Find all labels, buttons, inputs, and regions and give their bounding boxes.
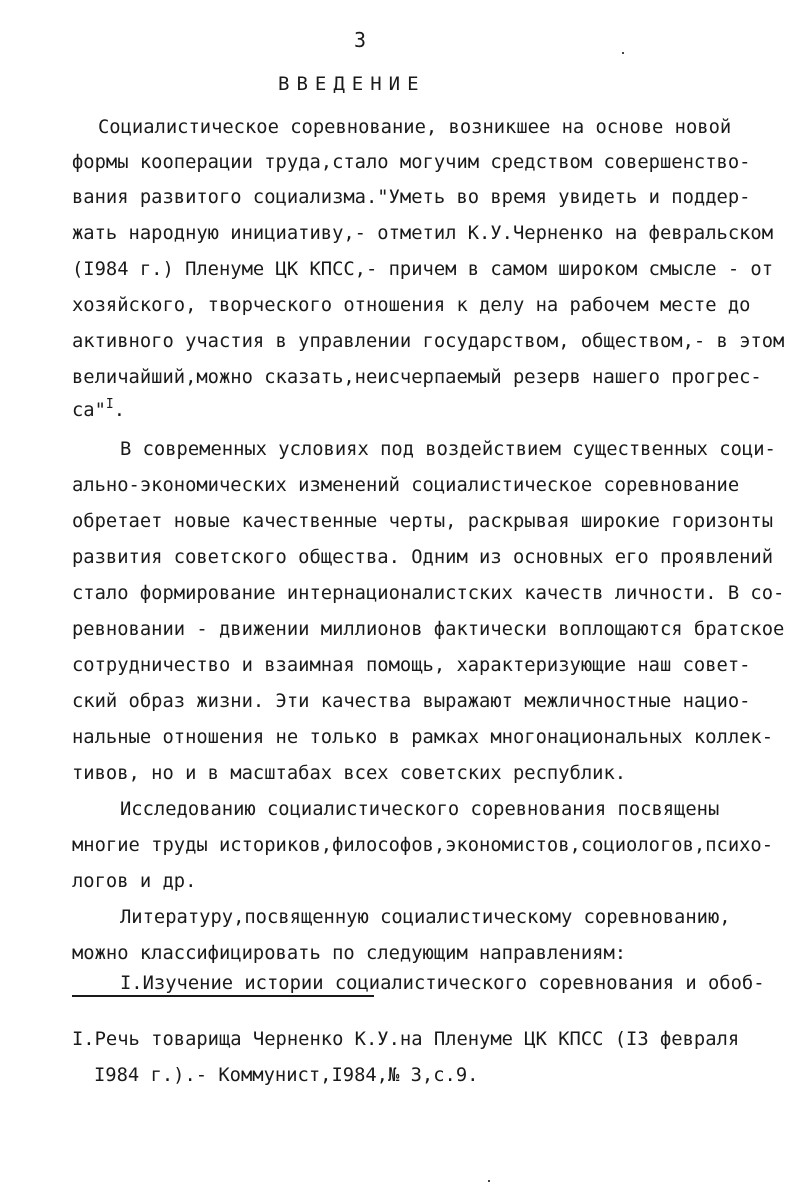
footnote-reference: I — [105, 397, 114, 412]
body-line: ревновании - движении миллионов фактически воплощаются братское — [72, 619, 785, 640]
body-line: формы кооперации труда,стало могучим средством совершенство- — [72, 152, 751, 173]
body-line: сотрудничество и взаимная помощь, характеризующие наш совет- — [72, 655, 751, 676]
body-line: Социалистическое соревнование, возникшее на основе новой — [98, 117, 732, 138]
footnote-line: I984 г.).- Коммунист,I984,№ 3,с.9. — [94, 1065, 479, 1086]
footnote-line: I.Речь товарища Черненко К.У.на Пленуме ЦК КПСС (I3 февраля — [72, 1029, 740, 1050]
body-line: Исследованию социалистического соревнования посвящены — [120, 799, 720, 820]
page-number: 3 — [354, 28, 367, 52]
body-line: величайший,можно сказать,неисчерпаемый резерв нашего прогрес- — [72, 367, 762, 388]
body-line-with-footnote: са"$^I$. — [72, 397, 126, 421]
scan-speck — [488, 1180, 490, 1182]
body-line: нальные отношения не только в рамках многонациональных коллек- — [72, 727, 774, 748]
body-line: I.Изучение истории социалистического соревнования и обоб- — [120, 973, 765, 994]
body-line: ально-экономических изменений социалистическое соревнование — [72, 475, 740, 496]
body-line: развития советского общества. Одним из основных его проявлений — [72, 547, 774, 568]
body-line: ский образ жизни. Эти качества выражают межличностные нацио- — [72, 691, 751, 712]
body-line: стало формирование интернационалистских качеств личности. В со- — [72, 583, 785, 604]
body-line: жать народную инициативу,- отметил К.У.Черненко на февральском — [72, 223, 774, 244]
body-line: активного участия в управлении государством, обществом,- в этом — [72, 331, 785, 352]
body-line: обретает новые качественные черты, раскрывая широкие горизонты — [72, 511, 774, 532]
page-title: ВВЕДЕНИЕ — [278, 73, 426, 95]
body-line: многие труды историков,философов,экономистов,социологов,психо- — [72, 835, 774, 856]
footnote-separator — [72, 995, 374, 997]
body-line: логов и др. — [72, 871, 197, 892]
body-line: (I984 г.) Пленуме ЦК КПСС,- причем в самом широком смысле - от — [72, 259, 774, 280]
body-line: вания развитого социализма."Уметь во время увидеть и поддер- — [72, 187, 751, 208]
body-line: Литературу,посвященную социалистическому соревнованию, — [120, 907, 731, 928]
body-line: хозяйского, творческого отношения к делу на рабочем месте до — [72, 295, 751, 316]
body-line: В современных условиях под воздействием существенных соци- — [120, 439, 776, 460]
scan-speck — [622, 52, 624, 54]
body-line: можно классифицировать по следующим направлениям: — [72, 943, 627, 964]
body-line: тивов, но и в масштабах всех советских республик. — [72, 763, 627, 784]
body-line-text: са" — [72, 400, 106, 421]
